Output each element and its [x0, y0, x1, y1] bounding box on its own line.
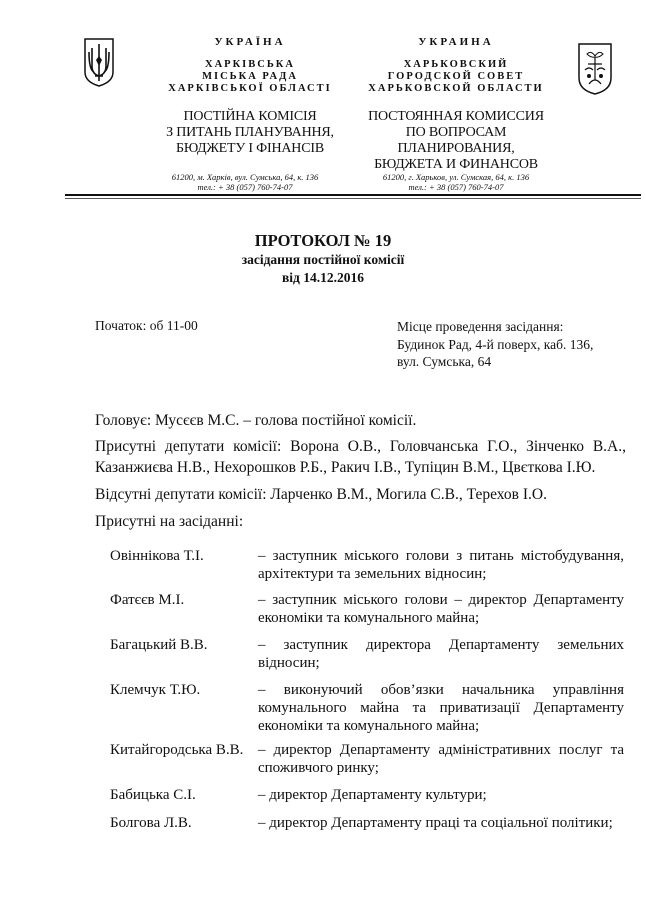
phone-line-ru: тел.: + 38 (057) 760-74-07: [408, 182, 504, 192]
absent-deputies: Відсутні депутати комісії: Ларченко В.М., Могила С.В., Терехов І.О.: [95, 486, 547, 503]
attendee-name: Китайгородська В.В.: [110, 742, 244, 758]
coat-of-arms-trident-icon: [82, 36, 116, 88]
meeting-place-label: Місце проведення засідання:: [397, 319, 564, 334]
attendee-name: Багацький В.В.: [110, 637, 208, 653]
commission-line-1-ua: ПОСТІЙНА КОМІСІЯ: [183, 109, 317, 124]
kharkiv-coat-of-arms-icon: [575, 40, 615, 96]
phone-line-ua: тел.: + 38 (057) 760-74-07: [197, 182, 293, 192]
council-line-3-ru: ХАРЬКОВСКОЙ ОБЛАСТИ: [368, 83, 544, 94]
council-line-2-ua: МІСЬКА РАДА: [202, 71, 298, 82]
commission-line-2-ru: ПО ВОПРОСАМ ПЛАНИРОВАНИЯ,: [397, 125, 515, 156]
header-ukrainian: [150, 36, 350, 157]
attendee-role: – директор Департаменту культури;: [258, 787, 487, 803]
attendee-role: – заступник міського голови – директор Департаменту економіки та комунального майна;: [258, 592, 624, 626]
commission-line-3-ru: БЮДЖЕТА И ФИНАНСОВ: [374, 157, 538, 172]
address-line-ru: 61200, г. Харьков, ул. Сумская, 64, к. 136: [382, 172, 530, 182]
meeting-place-street: вул. Сумська, 64: [397, 354, 492, 369]
header-divider-thin: [65, 198, 641, 199]
council-line-2-ru: ГОРОДСКОЙ СОВЕТ: [387, 71, 525, 82]
attendee-name: Бабицька С.І.: [110, 787, 196, 803]
commission-line-3-ua: БЮДЖЕТУ І ФІНАНСІВ: [176, 141, 324, 156]
meeting-place: [397, 318, 617, 371]
attending-heading: Присутні на засіданні:: [95, 513, 244, 530]
attendee-role: – заступник міського голови з питань містобудування, архітектури та земельних відносин;: [258, 548, 624, 582]
address-ru: [368, 172, 544, 192]
country-name-ua: УКРАЇНА: [214, 36, 286, 48]
commission-line-2-ua: З ПИТАНЬ ПЛАНУВАННЯ,: [166, 125, 334, 140]
attendee-name: Болгова Л.В.: [110, 815, 192, 831]
attendee-name: Фатєєв М.І.: [110, 592, 185, 608]
commission-line-1-ru: ПОСТОЯННАЯ КОМИССИЯ: [368, 109, 544, 124]
meeting-start-time: Початок: об 11-00: [95, 318, 198, 333]
attendee-role: – директор Департаменту праці та соціальної політики;: [258, 815, 613, 831]
commission-name-ua: [150, 109, 350, 157]
header-divider-thick: [65, 194, 641, 196]
address-ua: [160, 172, 330, 192]
council-line-3-ua: ХАРКІВСЬКОЇ ОБЛАСТІ: [168, 83, 332, 94]
header-russian: [352, 36, 560, 173]
council-line-1-ru: ХАРЬКОВСКИЙ: [403, 59, 509, 70]
protocol-date: від 14.12.2016: [282, 270, 364, 285]
meeting-place-building: Будинок Рад, 4-й поверх, каб. 136,: [397, 336, 594, 352]
chairperson-line: Головує: Мусєєв М.С. – голова постійної комісії.: [95, 412, 417, 429]
protocol-number: ПРОТОКОЛ № 19: [254, 231, 392, 250]
attendee-name: Овіннікова Т.І.: [110, 548, 204, 564]
address-line-ua: 61200, м. Харків, вул. Сумська, 64, к. 136: [171, 172, 319, 182]
council-line-1-ua: ХАРКІВСЬКА: [204, 59, 295, 70]
present-deputies: Присутні депутати комісії: Ворона О.В., Головчанська Г.О., Зінченко В.А., Казанжиєва Н.В., Нехорошков Р.Б., Ракич І.В., Тупіцин В.М., Цвєткова І.Ю.: [95, 438, 626, 476]
attendee-role: – заступник директора Департаменту земельних відносин;: [258, 637, 624, 671]
attendee-role: – директор Департаменту адміністративних послуг та споживчого ринку;: [258, 742, 624, 776]
protocol-title: [0, 231, 646, 287]
attendee-name: Клемчук Т.Ю.: [110, 682, 201, 698]
attendee-role: – виконуючий обов’язки начальника управління комунального майна та приватизації Департаменту економіки та комунального майна;: [258, 682, 624, 734]
commission-name-ru: [352, 109, 560, 173]
country-name-ru: УКРАИНА: [418, 36, 494, 48]
protocol-subtitle: засідання постійної комісії: [241, 252, 405, 267]
